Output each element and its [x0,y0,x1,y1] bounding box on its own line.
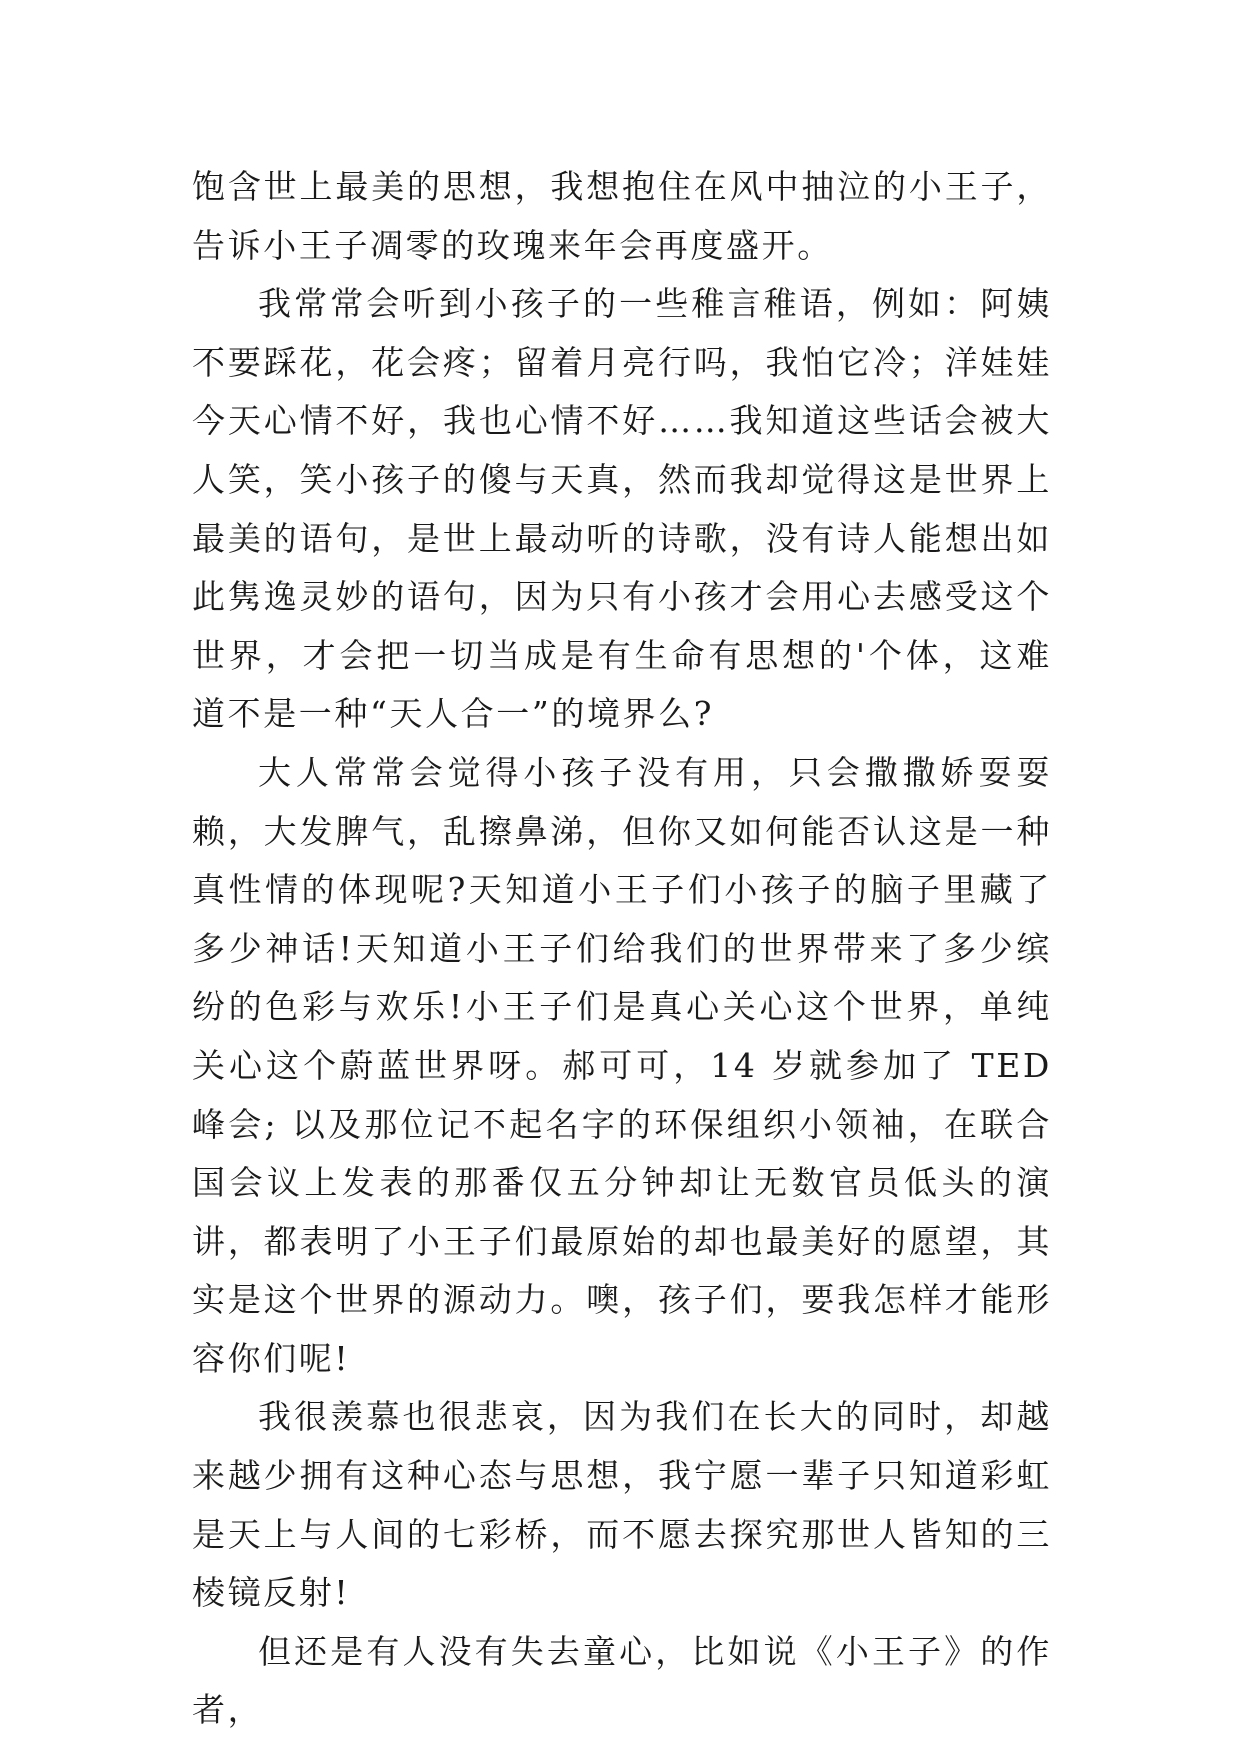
paragraph-3: 大人常常会觉得小孩子没有用，只会撒撒娇耍耍赖，大发脾气，乱擦鼻涕，但你又如何能否认这是一种真性情的体现呢?天知道小王子们小孩子的脑子里藏了多少神话!天知道小王子们给我们的世界带来了多少缤纷的色彩与欢乐!小王子们是真心关心这个世界，单纯关心这个蔚蓝世界呀。郝可可，14 岁就参加了 TED 峰会; 以及那位记不起名字的环保组织小领袖，在联合国会议上发表的那番仅五分钟却让无数官员低头的演讲，都表明了小王子们最原始的却也最美好的愿望，其实是这个世界的源动力。噢，孩子们，要我怎样才能形容你们呢! [192,752,1052,1378]
paragraph-4: 我很羡慕也很悲哀，因为我们在长大的同时，却越来越少拥有这种心态与思想，我宁愿一辈子只知道彩虹是天上与人间的七彩桥，而不愿去探究那世人皆知的三棱镜反射! [192,1397,1052,1613]
paragraph-5: 但还是有人没有失去童心，比如说《小王子》的作者， [192,1631,1052,1730]
body-text [192,158,1052,1740]
paragraph-2: 我常常会听到小孩子的一些稚言稚语，例如：阿姨不要踩花，花会疼；留着月亮行吗，我怕它冷；洋娃娃今天心情不好，我也心情不好……我知道这些话会被大人笑，笑小孩子的傻与天真，然而我却觉得这是世界上最美的语句，是世上最动听的诗歌，没有诗人能想出如此隽逸灵妙的语句，因为只有小孩才会用心去感受这个世界，才会把一切当成是有生命有思想的'个体，这难道不是一种“天人合一”的境界么? [192,284,1052,734]
paragraph-1: 饱含世上最美的思想，我想抱住在风中抽泣的小王子，告诉小王子凋零的玫瑰来年会再度盛开。 [192,167,1052,265]
